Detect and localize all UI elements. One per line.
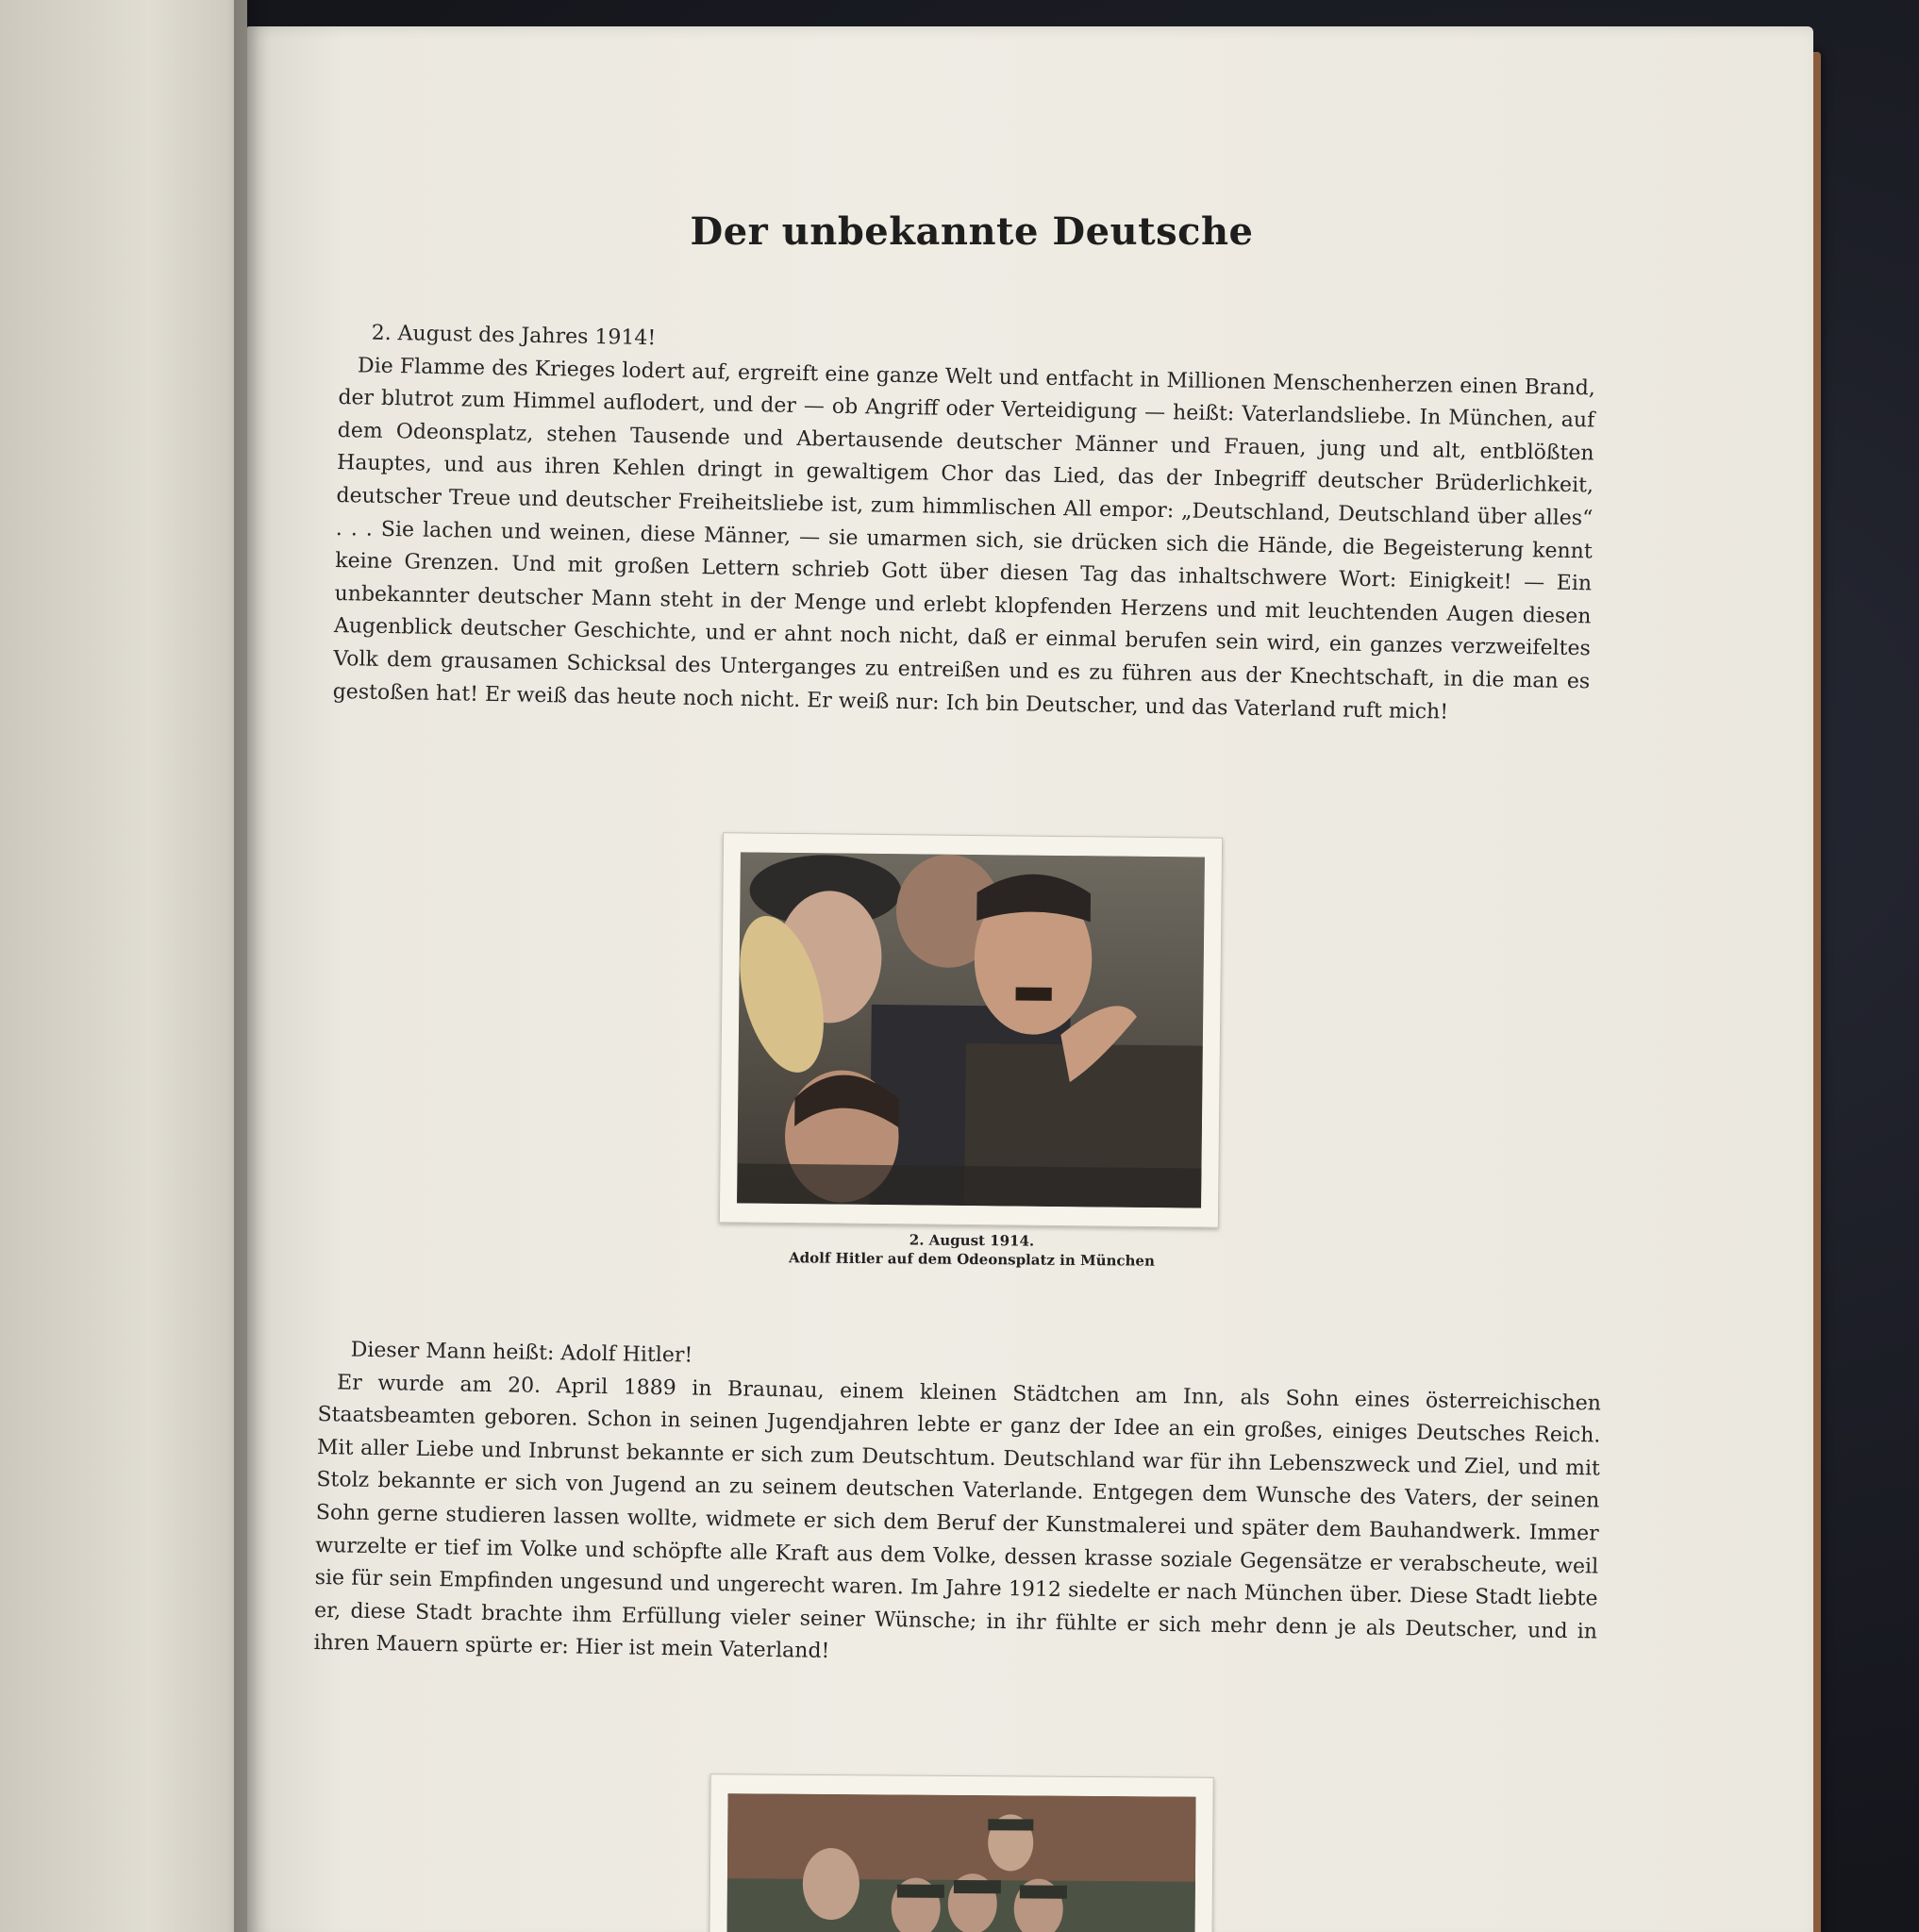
- soldiers-photo: [726, 1793, 1195, 1932]
- photo-caption-date: 2. August 1914.: [909, 1231, 1035, 1250]
- photo-caption-title: Adolf Hitler auf dem Odeonsplatz in München: [788, 1249, 1155, 1270]
- text-block-1: [332, 317, 1595, 731]
- book-gutter-shadow: [234, 0, 272, 1932]
- crowd-photo: [737, 852, 1205, 1208]
- crowd-photo-illustration: [737, 852, 1205, 1208]
- photo-card-1: [719, 832, 1223, 1228]
- text-block-2: [313, 1334, 1602, 1681]
- section-heading-1: 2. August des Jahres 1914!: [371, 321, 657, 351]
- section-body-2: Er wurde am 20. April 1889 in Braunau, einem kleinen Städtchen am Inn, als Sohn eines österreichischen Staatsbeamten geboren. Schon in seinen Jugendjahren lebte er ganz der Idee an ein großes, einiges Deutsches Reich. Mit aller Liebe und Inbrunst bekannte er sich zum Deutschtum. Deutschland war für ihn Lebenszweck und Ziel, und mit Stolz bekannte er sich von Jugend an zu seinem deutschen Vaterlande. Entgegen dem Wunsche des Vaters, der seinen Sohn gerne studieren lassen wollte, widmete er sich dem Beruf der Kunstmalerei und später dem Bauhandwerk. Immer wurzelte er tief im Volke und schöpfte alle Kraft aus dem Volke, dessen krasse soziale Gegensätze er verabscheute, weil sie für sein Empfinden ungesund und ungerecht waren. Im Jahre 1912 siedelte er nach München über. Diese Stadt liebte er, diese Stadt brachte ihm Erfüllung vieler seiner Wünsche; in ihr fühlte er sich mehr denn je als Deutscher, und in ihren Mauern spürte er: Hier ist mein Vaterland!: [313, 1370, 1602, 1664]
- section-body-1: Die Flamme des Krieges lodert auf, ergreift eine ganze Welt und entfacht in Millionen Menschenherzen einen Brand, der blutrot zum Himmel auflodert, und der — ob Angriff oder Verteidigung — heißt: Vaterlandsliebe. In München, auf dem Odeonsplatz, stehen Tausende und Abertausende deutscher Männer und Frauen, jung und alt, entblößten Hauptes, und aus ihren Kehlen dringt in gewaltigem Chor das Lied, das der Inbegriff deutscher Brüderlichkeit, deutscher Treue und deutscher Freiheitsliebe ist, zum himmlischen All empor: „Deutschland, Deutschland über alles“ . . . Sie lachen und weinen, diese Männer, — sie umarmen sich, sie drücken sich die Hände, die Begeisterung kennt keine Grenzen. Und mit großen Lettern schrieb Gott über diesen Tag das inhaltschwere Wort: Einigkeit! — Ein unbekannter deutscher Mann steht in der Menge und erlebt klopfenden Herzens und mit leuchtenden Augen diesen Augenblick deutscher Geschichte, und er ahnt noch nicht, daß er einmal berufen sein wird, ein ganzes verzweifeltes Volk dem grausamen Schicksal des Unterganges zu entreißen und es zu führen aus der Knechtschaft, in die man es gestoßen hat! Er weiß das heute noch nicht. Er weiß nur: Ich bin Deutscher, und das Vaterland ruft mich!: [332, 353, 1596, 724]
- soldiers-photo-illustration: [726, 1793, 1195, 1932]
- left-page: [0, 0, 247, 1932]
- photo-card-2: [709, 1774, 1213, 1932]
- section-heading-2: Dieser Mann heißt: Adolf Hitler!: [350, 1338, 693, 1368]
- page-title: Der unbekannte Deutsche: [690, 209, 1254, 254]
